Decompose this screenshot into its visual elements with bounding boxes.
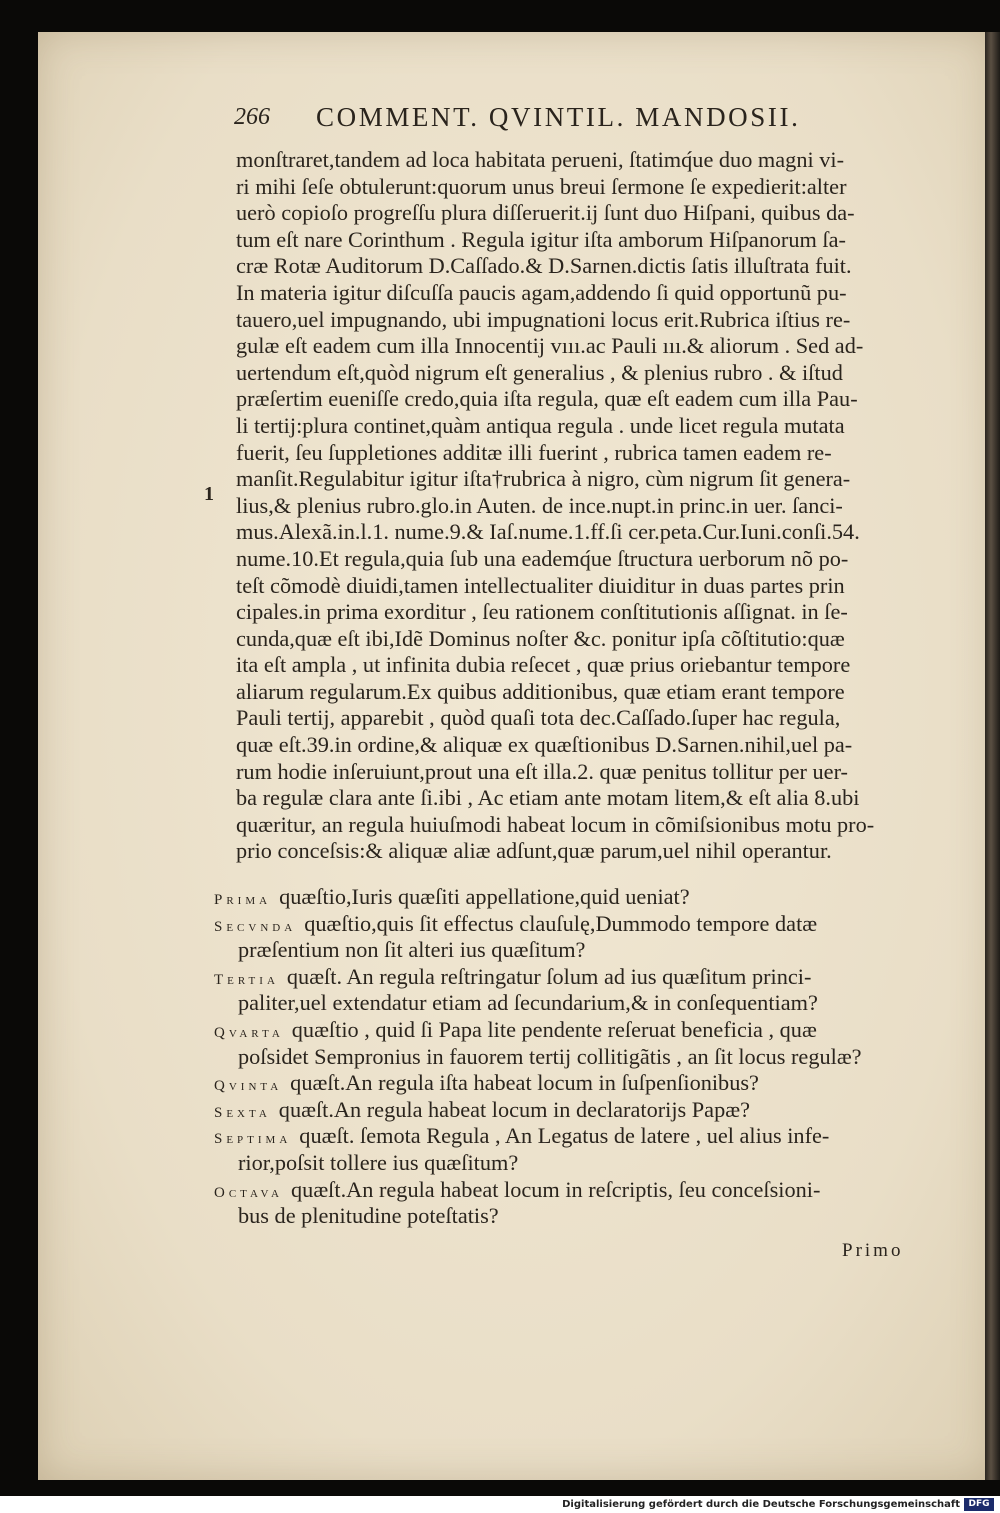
page-header — [234, 102, 954, 138]
text-line: fuerit, ſeu ſuppletiones additæ illi fuerint , rubrica tamen eadem re- — [236, 439, 832, 465]
question-line — [214, 1203, 944, 1230]
question-text: quæſt. An regula reſtringatur ſolum ad ius quæſitum princi- — [286, 963, 812, 989]
text-line: nume.10.Et regula,quia ſub una eademq́ue ſtructura uerborum nõ po- — [236, 545, 849, 571]
question-label: Prima — [214, 892, 272, 908]
page-number: 266 — [234, 104, 270, 130]
text-line: mus.Alexã.in.l.1. nume.9.& Iaſ.nume.1.ff.ſi cer.peta.Cur.Iuni.conſi.54. — [236, 519, 860, 545]
text-line: tum eſt nare Corinthum . Regula igitur iſta amborum Hiſpanorum ſa- — [236, 226, 846, 252]
question-label: Septima — [214, 1131, 292, 1148]
body-text — [236, 147, 926, 865]
question-line — [214, 1017, 944, 1044]
question-line — [214, 911, 944, 938]
question-text: rior,poſsit tollere ius quæſitum? — [238, 1149, 519, 1175]
text-line: aliarum regularum.Ex quibus additionibus, quæ etiam erant tempore — [236, 678, 845, 704]
question-line — [214, 937, 944, 964]
text-line: monſtraret,tandem ad loca habitata perueni, ſtatimq́ue duo magni vi- — [236, 147, 845, 172]
text-line: uertendum eſt,quòd nigrum eſt generalius , & plenius rubro . & iſtud — [236, 359, 843, 385]
text-line: prio conceſsis:& aliquæ aliæ adſunt,quæ parum,uel nihil operantur. — [236, 838, 832, 864]
running-title: COMMENT. QVINTIL. MANDOSII. — [316, 102, 801, 132]
text-line: cipales.in prima exorditur , ſeu rationem conſtitutionis aſſignat. in ſe- — [236, 599, 848, 625]
question-label: Octava — [214, 1184, 284, 1201]
question-text: poſsidet Sempronius in fauorem tertij collitigãtis , an ſit locus regulæ? — [238, 1043, 862, 1069]
text-line: gulæ eſt eadem cum illa Innocentij vııı.ac Pauli ııı.& aliorum . Sed ad- — [236, 333, 864, 359]
question-text: bus de plenitudine poteſtatis? — [238, 1203, 499, 1229]
question-label: Tertia — [214, 971, 279, 988]
text-line: cræ Rotæ Auditorum D.Caſſado.& D.Sarnen.dictis ſatis illuſtrata fuit. — [236, 253, 852, 279]
question-label: Qvinta — [214, 1078, 283, 1095]
text-line: uerò copioſo progreſſu plura diſſeruerit.ij ſunt duo Hiſpani, quibus da- — [236, 200, 855, 226]
question-label: Sexta — [214, 1104, 271, 1121]
question-text: quæſt. ſemota Regula , An Legatus de latere , uel alius infe- — [299, 1123, 830, 1149]
question-text: quæſtio , quid ſi Papa lite pendente reſeruat beneficia , quæ — [291, 1016, 817, 1042]
text-line: quæritur, an regula huiuſmodi habeat locum in cõmiſsionibus motu pro- — [236, 811, 875, 837]
footer-bar — [0, 1496, 1000, 1513]
question-line — [214, 1070, 944, 1097]
question-text: paliter,uel extendatur etiam ad ſecundarium,& in conſequentiam? — [238, 990, 818, 1016]
question-line — [214, 1177, 944, 1204]
question-list — [214, 884, 944, 1230]
question-text: quæſtio,Iuris quæſiti appellatione,quid ueniat? — [279, 884, 690, 909]
text-line: rum hodie inſeruiunt,prout una eſt illa.2. quæ penitus tollitur per uer- — [236, 758, 848, 784]
question-text: quæſtio,quis ſit effectus clauſulę,Dummodo tempore datæ — [304, 910, 818, 936]
question-line — [214, 1044, 944, 1071]
catchword: Primo — [842, 1240, 904, 1261]
question-text: præſentium non ſit alteri ius quæſitum? — [238, 937, 586, 963]
text-line: teſt cõmodè diuidi,tamen intellectualiter diuiditur in duas partes prin — [236, 572, 845, 598]
text-line: manſit.Regulabitur igitur iſta†rubrica à nigro, cùm nigrum ſit genera- — [236, 466, 851, 492]
text-line: præſertim eueniſſe credo,quia iſta regula, quæ eſt eadem cum illa Pau- — [236, 386, 858, 412]
text-line: ba regulæ clara ante ſi.ibi , Ac etiam ante motam litem,& eſt alia 8.ubi — [236, 785, 860, 811]
text-line: In materia igitur diſcuſſa paucis agam,addendo ſi quid opportunũ pu- — [236, 279, 847, 305]
text-line: lius,& plenius rubro.glo.in Auten. de ince.nupt.in princ.in uer. ſanci- — [236, 492, 843, 518]
page-edge — [985, 32, 1000, 1480]
question-label: Qvarta — [214, 1024, 284, 1041]
text-line: li tertij:plura continet,quàm antiqua regula . unde licet regula mutata — [236, 412, 845, 438]
text-line: tauero,uel impugnando, ubi impugnationi locus erit.Rubrica iſtius re- — [236, 306, 851, 332]
text-line: ita eſt ampla , ut infinita dubia reſecet , quæ prius oriebantur tempore — [236, 652, 851, 678]
text-line: quæ eſt.39.in ordine,& aliquæ ex quæſtionibus D.Sarnen.nihil,uel pa- — [236, 732, 853, 758]
question-text: quæſt.An regula iſta habeat locum in ſuſpenſionibus? — [290, 1070, 759, 1096]
text-line: cunda,quæ eſt ibi,Idẽ Dominus noſter &c. ponitur ipſa cõſtitutio:quæ — [236, 625, 845, 651]
text-line: ri mihi ſeſe obtulerunt:quorum unus breui ſermone ſe expedierit:alter — [236, 173, 847, 199]
footer-credit: Digitalisierung gefördert durch die Deutsche Forschungsgemeinschaft — [562, 1499, 960, 1510]
question-line — [214, 1150, 944, 1177]
dfg-logo: DFG — [964, 1498, 994, 1511]
question-line — [214, 884, 944, 911]
question-line — [214, 990, 944, 1017]
margin-note: 1 — [204, 483, 214, 505]
question-text: quæſt.An regula habeat locum in reſcriptis, ſeu conceſsioni- — [291, 1176, 821, 1202]
question-text: quæſt.An regula habeat locum in declaratorijs Papæ? — [278, 1096, 750, 1122]
question-line — [214, 1123, 944, 1150]
question-line — [214, 964, 944, 991]
text-line: Pauli tertij, apparebit , quòd quaſi tota dec.Caſſado.ſuper hac regula, — [236, 705, 841, 731]
question-label: Secvnda — [214, 918, 297, 935]
question-line — [214, 1097, 944, 1124]
